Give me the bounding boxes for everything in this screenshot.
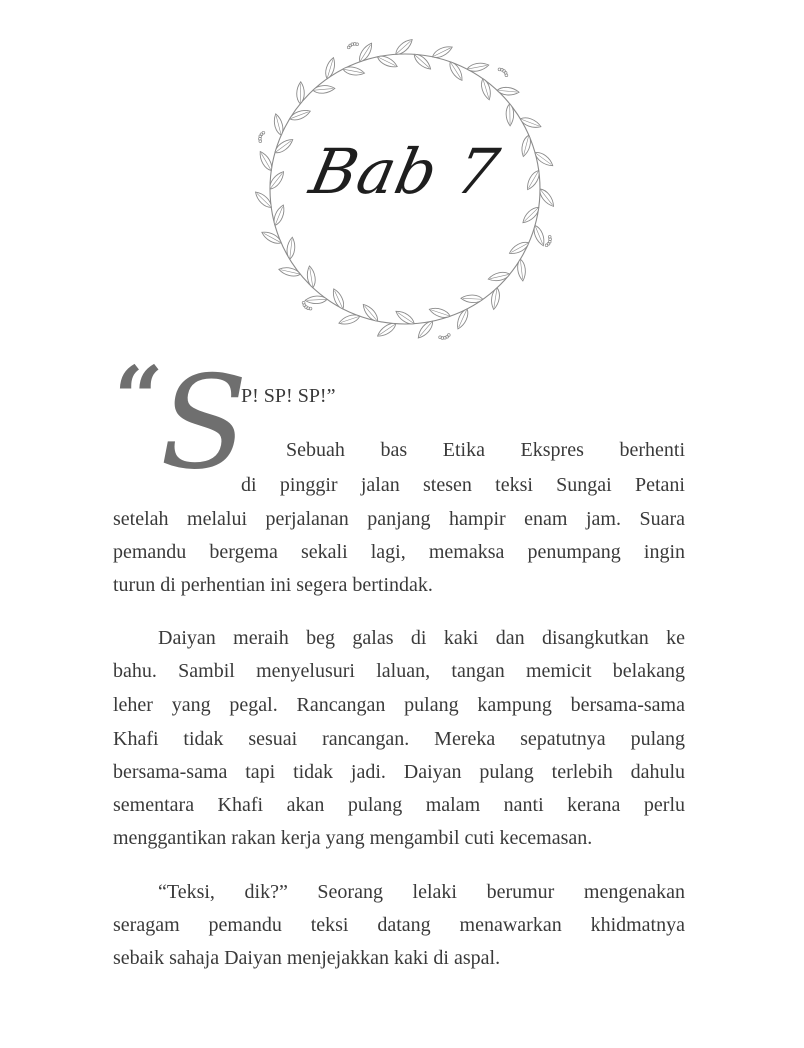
- paragraph-3-line-1: “Teksi, dik?” Seorang lelaki berumur mengenakan: [158, 881, 685, 903]
- paragraph-1-line-5: pemandu bergema sekali lagi, memaksa penumpang ingin: [113, 541, 685, 563]
- dropcap-quote-mark: “: [114, 348, 164, 449]
- paragraph-2-line-5: bersama-sama tapi tidak jadi. Daiyan pulang terlebih dahulu: [113, 761, 685, 783]
- dropcap-letter: S: [160, 349, 248, 498]
- paragraph-2-line-3: leher yang pegal. Rancangan pulang kampung bersama-sama: [113, 694, 685, 716]
- paragraph-1-line-1: P! SP! SP!”: [241, 385, 336, 407]
- paragraph-1-line-2: Sebuah bas Etika Ekspres berhenti: [286, 439, 685, 461]
- paragraph-3-line-3: sebaik sahaja Daiyan menjejakkan kaki di aspal.: [113, 947, 501, 969]
- wreath-flower-bud: [447, 334, 450, 337]
- paragraph-2-line-7: menggantikan rakan kerja yang mengambil cuti kecemasan.: [113, 827, 593, 849]
- paragraph-3-line-2: seragam pemandu teksi datang menawarkan khidmatnya: [113, 914, 685, 936]
- wreath-flower-bud: [262, 131, 265, 134]
- paragraph-1-line-3: di pinggir jalan stesen teksi Sungai Petani: [241, 474, 685, 496]
- paragraph-2-line-2: bahu. Sambil menyelusuri laluan, tangan memicit belakang: [113, 660, 685, 682]
- paragraph-2-line-6: sementara Khafi akan pulang malam nanti kerana perlu: [113, 794, 685, 816]
- paragraph-1-line-4: setelah melalui perjalanan panjang hampir enam jam. Suara: [113, 508, 685, 530]
- paragraph-1-line-6: turun di perhentian ini segera bertindak.: [113, 574, 433, 596]
- wreath-flower-bud: [545, 244, 548, 247]
- chapter-title: Bab 7: [304, 135, 506, 208]
- paragraph-2-line-1: Daiyan meraih beg galas di kaki dan disangkutkan ke: [158, 627, 685, 649]
- paragraph-2-line-4: Khafi tidak sesuai rancangan. Mereka sepatutnya pulang: [113, 728, 685, 750]
